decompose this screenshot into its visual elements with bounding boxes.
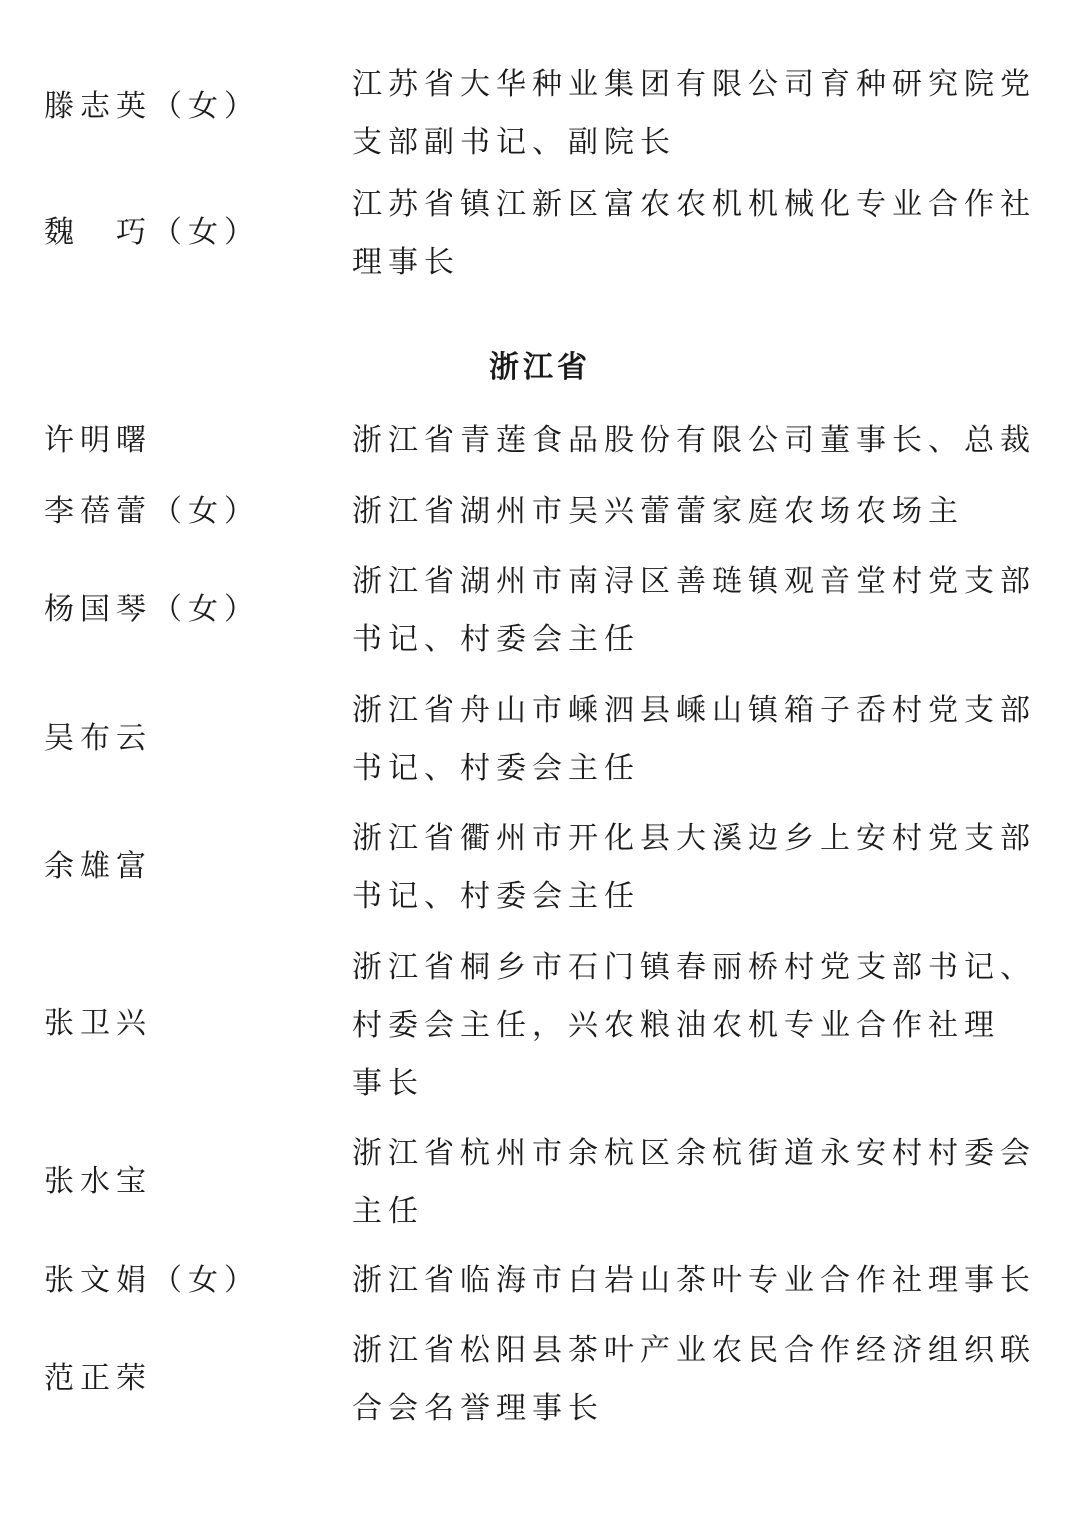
person-title: 浙江省舟山市嵊泗县嵊山镇箱子岙村党支部 书记、村委会主任: [352, 693, 1036, 786]
person-name: 余雄富: [44, 849, 152, 884]
person-name: 范正荣: [44, 1361, 152, 1396]
person-name: 魏 巧（女）: [44, 215, 260, 250]
section-title: 浙江省: [489, 350, 591, 385]
person-title: 江苏省大华种业集团有限公司育种研究院党 支部副书记、副院长: [352, 67, 1036, 160]
person-title: 浙江省青莲食品股份有限公司董事长、总裁: [352, 423, 1036, 458]
person-name: 张水宝: [44, 1164, 152, 1199]
person-title: 浙江省松阳县茶叶产业农民合作经济组织联 合会名誉理事长: [352, 1333, 1036, 1426]
person-title: 浙江省衢州市开化县大溪边乡上安村党支部 书记、村委会主任: [352, 821, 1036, 914]
person-name: 张卫兴: [44, 1006, 152, 1041]
person-name: 张文娟（女）: [44, 1263, 260, 1298]
person-name: 滕志英（女）: [44, 89, 260, 124]
person-title: 浙江省湖州市吴兴蕾蕾家庭农场农场主: [352, 494, 964, 529]
person-name: 李蓓蕾（女）: [44, 494, 260, 529]
person-title: 浙江省临海市白岩山茶叶专业合作社理事长: [352, 1263, 1036, 1298]
person-title: 浙江省湖州市南浔区善琏镇观音堂村党支部 书记、村委会主任: [352, 564, 1036, 657]
person-title: 江苏省镇江新区富农农机机械化专业合作社 理事长: [352, 187, 1036, 280]
person-name: 杨国琴（女）: [44, 592, 260, 627]
person-title: 浙江省杭州市余杭区余杭街道永安村村委会 主任: [352, 1136, 1036, 1229]
person-title: 浙江省桐乡市石门镇春丽桥村党支部书记、 村委会主任，兴农粮油农机专业合作社理 事长: [352, 950, 1036, 1101]
person-name: 吴布云: [44, 721, 152, 756]
person-name: 许明曙: [44, 423, 152, 458]
